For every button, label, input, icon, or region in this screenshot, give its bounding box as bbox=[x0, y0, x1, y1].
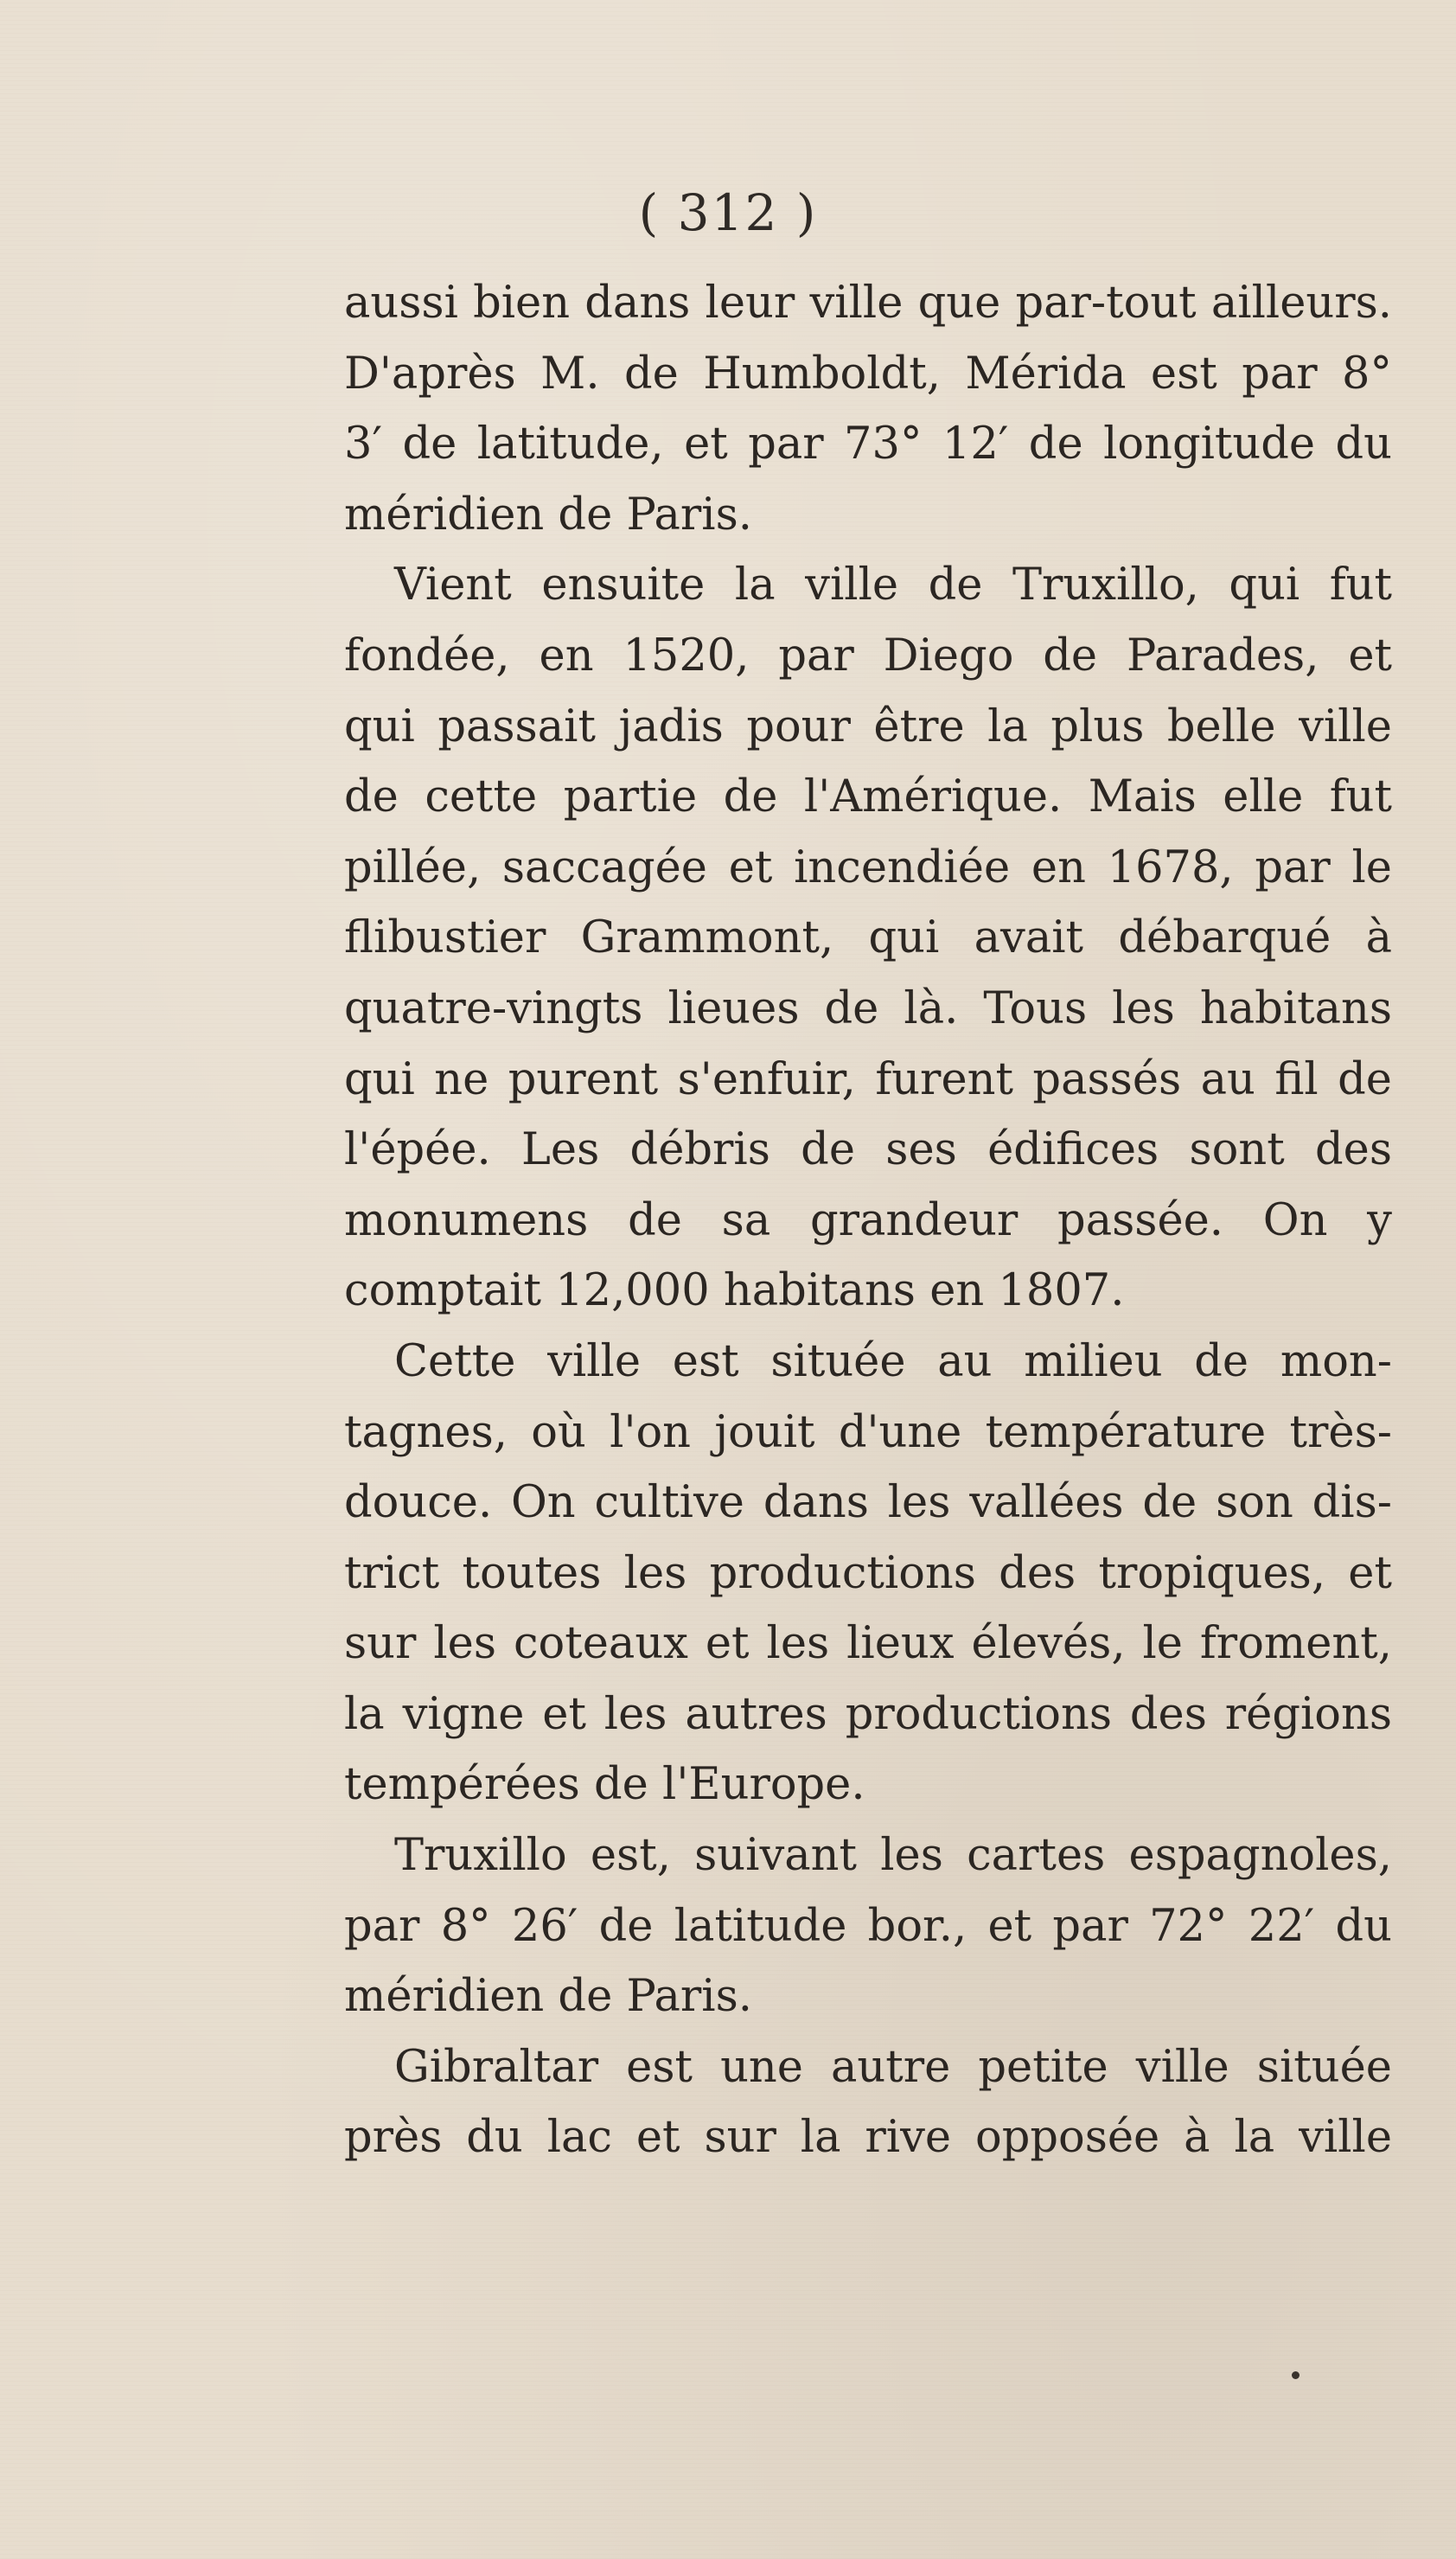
text-line: la vigne et les autres productions des régions bbox=[344, 1688, 1392, 1740]
text-line: douce. On cultive dans les vallées de son dis- bbox=[344, 1477, 1392, 1529]
text-line: méridien de Paris. bbox=[344, 1971, 752, 2023]
text-line: quatre-vingts lieues de là. Tous les habitans bbox=[344, 982, 1392, 1034]
body-text bbox=[344, 268, 1392, 2173]
text-line: méridien de Paris. bbox=[344, 489, 752, 541]
text-line: de cette partie de l'Amérique. Mais elle fut bbox=[344, 771, 1392, 823]
text-line: D'après M. de Humboldt, Mérida est par 8° bbox=[344, 348, 1392, 400]
ink-speck bbox=[1292, 2371, 1300, 2379]
text-line: tempérées de l'Europe. bbox=[344, 1759, 865, 1811]
text-line: l'épée. Les débris de ses édifices sont des bbox=[344, 1124, 1392, 1176]
text-line: sur les coteaux et les lieux élevés, le froment, bbox=[344, 1618, 1392, 1670]
text-line: Truxillo est, suivant les cartes espagnoles, bbox=[394, 1830, 1392, 1882]
text-line: qui passait jadis pour être la plus belle ville bbox=[344, 701, 1392, 752]
text-line: qui ne purent s'enfuir, furent passés au fil de bbox=[344, 1053, 1392, 1105]
text-line: flibustier Grammont, qui avait débarqué à bbox=[344, 912, 1392, 964]
text-line: près du lac et sur la rive opposée à la ville bbox=[344, 2112, 1392, 2164]
text-line: monumens de sa grandeur passée. On y bbox=[344, 1194, 1392, 1246]
text-line: tagnes, où l'on jouit d'une température très- bbox=[344, 1406, 1392, 1458]
text-line: par 8° 26′ de latitude bor., et par 72° 22′ du bbox=[344, 1900, 1392, 1952]
text-line: Gibraltar est une autre petite ville située bbox=[394, 2041, 1392, 2093]
text-line: 3′ de latitude, et par 73° 12′ de longitude du bbox=[344, 419, 1392, 470]
text-line: aussi bien dans leur ville que par-tout ailleurs. bbox=[344, 278, 1392, 329]
text-line: Cette ville est située au milieu de mon- bbox=[394, 1335, 1392, 1387]
text-line: comptait 12,000 habitans en 1807. bbox=[344, 1265, 1125, 1317]
text-line: fondée, en 1520, par Diego de Parades, et bbox=[344, 630, 1392, 681]
text-line: pillée, saccagée et incendiée en 1678, par le bbox=[344, 841, 1392, 893]
text-line: Vient ensuite la ville de Truxillo, qui fut bbox=[394, 560, 1392, 611]
page-number-header: ( 312 ) bbox=[638, 183, 818, 242]
text-line: trict toutes les productions des tropiques, et bbox=[344, 1547, 1392, 1599]
